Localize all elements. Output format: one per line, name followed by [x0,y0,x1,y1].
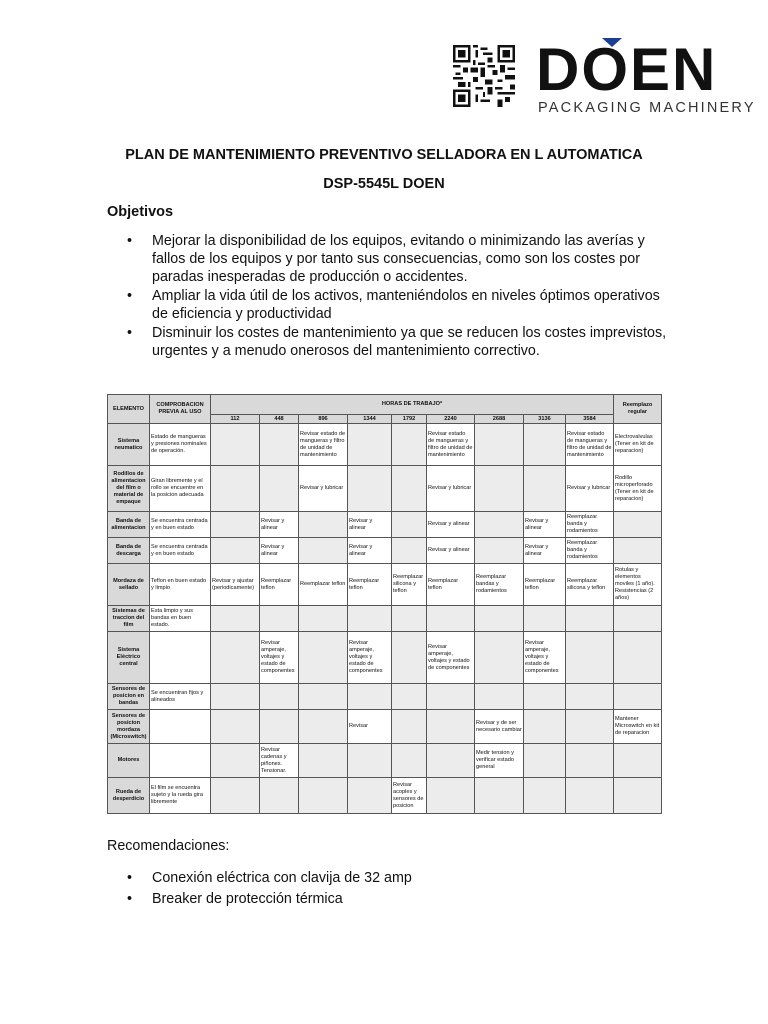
task-cell [392,710,427,744]
task-cell [566,684,614,710]
task-cell [475,632,524,684]
list-item: • Breaker de protección térmica [107,889,412,910]
check-cell [150,632,211,684]
check-cell: Giran libremente y el rollo se encuentre en la posicion adecuada [150,466,211,512]
task-cell: Revisar estado de mangueras y filtro de unidad de mantenimiento [299,424,348,466]
company-logo [536,36,756,120]
task-cell: Reemplazar teflon [260,564,299,606]
logo-triangle-icon [602,38,622,47]
element-cell: Sensores de posicion mordaza (Microswitch) [108,710,150,744]
check-cell: Esta limpio y sus bandas en buen estado. [150,606,211,632]
header-hour: 112 [211,415,260,424]
element-cell: Banda de descarga [108,538,150,564]
task-cell [299,632,348,684]
task-cell [260,606,299,632]
header-check: COMPROBACION PREVIA AL USO [150,395,211,424]
task-cell [475,512,524,538]
table-row [108,538,662,564]
task-cell: Revisar y alinear [524,538,566,564]
replace-cell: Rotulas y elementos moviles (1 año). Resistencias (2 años) [614,564,662,606]
element-cell: Sistema neumatico [108,424,150,466]
check-cell [150,710,211,744]
replace-cell [614,632,662,684]
task-cell: Reemplazar silicona y teflon [566,564,614,606]
task-cell [475,466,524,512]
list-item: • Disminuir los costes de mantenimiento ya que se reducen los costes imprevistos, urgentes y a menudo onerosos del mantenimiento correctivo. [107,324,667,360]
task-cell [475,778,524,814]
header-element: ELEMENTO [108,395,150,424]
task-cell [299,710,348,744]
task-cell [524,466,566,512]
recommendations-heading: Recomendaciones: [107,838,230,854]
task-cell [475,424,524,466]
task-cell [566,632,614,684]
replace-cell [614,684,662,710]
task-cell: Medir tension y verificar estado general [475,744,524,778]
task-cell [211,744,260,778]
task-cell [524,606,566,632]
task-cell [392,538,427,564]
maintenance-table [107,394,662,814]
task-cell [299,606,348,632]
task-cell: Reemplazar silicona y teflon [392,564,427,606]
qr-code-icon [453,44,515,108]
task-cell: Revisar y alinear [427,512,475,538]
task-cell [211,710,260,744]
task-cell [299,538,348,564]
replace-cell [614,512,662,538]
task-cell [427,710,475,744]
logo-wordmark: DOEN [536,36,718,103]
task-cell: Reemplazar teflon [299,564,348,606]
task-cell [299,744,348,778]
replace-cell: Mantener Microswitch en kit de reparacion [614,710,662,744]
check-cell: Se encuentra centrada y en buen estado [150,538,211,564]
task-cell: Revisar cadenas y piñones. Tensionar. [260,744,299,778]
task-cell: Reemplazar bandas y rodamientos [475,564,524,606]
task-cell [348,424,392,466]
task-cell: Revisar y alinear [260,512,299,538]
header-hour: 1344 [348,415,392,424]
task-cell [348,778,392,814]
table-row [108,424,662,466]
task-cell [299,778,348,814]
list-item: • Conexión eléctrica con clavija de 32 amp [107,868,412,889]
task-cell: Revisar [348,710,392,744]
task-cell [299,512,348,538]
task-cell [475,684,524,710]
header-hours: HORAS DE TRABAJO* [211,395,614,415]
objectives-heading: Objetivos [107,204,174,220]
objectives-list [107,232,667,361]
task-cell [348,606,392,632]
check-cell: Teflon en buen estado y limpio [150,564,211,606]
check-cell: El film se encuentra sujeto y la rueda gira libremente [150,778,211,814]
task-cell [211,538,260,564]
check-cell [150,744,211,778]
element-cell: Rodillos de alimentacion del film o material de empaque [108,466,150,512]
replace-cell [614,744,662,778]
task-cell [348,744,392,778]
task-cell [260,778,299,814]
task-cell [392,466,427,512]
task-cell [524,710,566,744]
table-row [108,744,662,778]
task-cell: Reemplazar teflon [348,564,392,606]
task-cell [524,424,566,466]
list-item: • Mejorar la disponibilidad de los equipos, evitando o minimizando las averías y fallos de los equipos y por tanto sus consecuencias, como son los costes por paradas inesperadas de producción o accidentes. [107,232,667,286]
task-cell: Revisar y alinear [348,512,392,538]
table-row [108,684,662,710]
task-cell [475,606,524,632]
task-cell: Reemplazar teflon [524,564,566,606]
table-row [108,512,662,538]
task-cell [211,778,260,814]
task-cell [211,512,260,538]
table-row [108,466,662,512]
document-model: DSP-5545L DOEN [323,176,445,192]
task-cell: Revisar y alinear [348,538,392,564]
task-cell [566,710,614,744]
table-row [108,606,662,632]
header-hour: 2240 [427,415,475,424]
table-row [108,564,662,606]
task-cell [211,466,260,512]
element-cell: Sistema Eléctrico central [108,632,150,684]
task-cell [348,466,392,512]
header-hour: 3136 [524,415,566,424]
task-cell: Revisar y lubricar [427,466,475,512]
task-cell [524,778,566,814]
element-cell: Banda de alimentacion [108,512,150,538]
check-cell: Se encuentra centrada y en buen estado [150,512,211,538]
element-cell: Sistemas de traccion del film [108,606,150,632]
task-cell: Revisar amperaje, voltajes y estado de componentes [427,632,475,684]
replace-cell [614,606,662,632]
task-cell [260,424,299,466]
task-cell: Reemplazar banda y rodamientos [566,538,614,564]
task-cell: Revisar acoples y sensores de posicion [392,778,427,814]
task-cell [211,424,260,466]
replace-cell [614,778,662,814]
task-cell: Reemplazar banda y rodamientos [566,512,614,538]
task-cell [524,744,566,778]
task-cell [211,684,260,710]
task-cell [566,778,614,814]
task-cell [392,744,427,778]
header-hour: 3584 [566,415,614,424]
task-cell: Reemplazar teflon [427,564,475,606]
header-hour: 2688 [475,415,524,424]
table-row [108,632,662,684]
table-row [108,778,662,814]
task-cell [299,684,348,710]
task-cell: Revisar y lubricar [299,466,348,512]
task-cell [475,538,524,564]
task-cell: Revisar amperaje, voltajes y estado de componentes [524,632,566,684]
task-cell [524,684,566,710]
task-cell [566,744,614,778]
header-hour: 896 [299,415,348,424]
element-cell: Rueda de desperdicio [108,778,150,814]
logo-subtitle: PACKAGING MACHINERY [538,100,756,116]
task-cell: Revisar y alinear [524,512,566,538]
task-cell [566,606,614,632]
task-cell: Revisar y ajustar (periodicamente) [211,564,260,606]
table-row [108,710,662,744]
task-cell [392,606,427,632]
task-cell [427,684,475,710]
task-cell [427,778,475,814]
task-cell: Revisar estado de mangueras y filtro de unidad de mantenimiento [427,424,475,466]
header-hour: 448 [260,415,299,424]
task-cell [427,744,475,778]
header-replace: Reemplazo regular [614,395,662,424]
task-cell: Revisar y lubricar [566,466,614,512]
task-cell: Revisar y alinear [427,538,475,564]
replace-cell [614,538,662,564]
element-cell: Sensores de posicion en bandas [108,684,150,710]
check-cell: Se encuentran fijos y alineados [150,684,211,710]
task-cell: Revisar estado de mangueras y filtro de unidad de mantenimiento [566,424,614,466]
document-title: PLAN DE MANTENIMIENTO PREVENTIVO SELLADORA EN L AUTOMATICA [125,147,643,163]
list-item: • Ampliar la vida útil de los activos, manteniéndolos en niveles óptimos operativos de eficiencia y productividad [107,287,667,323]
task-cell [392,512,427,538]
task-cell: Revisar amperaje, voltajes y estado de componentes [348,632,392,684]
replace-cell: Electrovalvulas (Tener en kit de reparacion) [614,424,662,466]
element-cell: Motores [108,744,150,778]
task-cell [348,684,392,710]
task-cell [392,632,427,684]
replace-cell: Rodillo microperforado (Tener en kit de reparacion) [614,466,662,512]
task-cell [427,606,475,632]
check-cell: Estado de mangueras y presiones nominales de operación. [150,424,211,466]
task-cell: Revisar amperaje, voltajes y estado de componentes [260,632,299,684]
task-cell [392,684,427,710]
task-cell [211,632,260,684]
element-cell: Mordaza de sellado [108,564,150,606]
recommendations-list [107,868,412,910]
task-cell: Revisar y de ser necesario cambiar [475,710,524,744]
task-cell: Revisar y alinear [260,538,299,564]
task-cell [260,684,299,710]
task-cell [260,466,299,512]
task-cell [211,606,260,632]
header-hour: 1792 [392,415,427,424]
task-cell [392,424,427,466]
task-cell [260,710,299,744]
